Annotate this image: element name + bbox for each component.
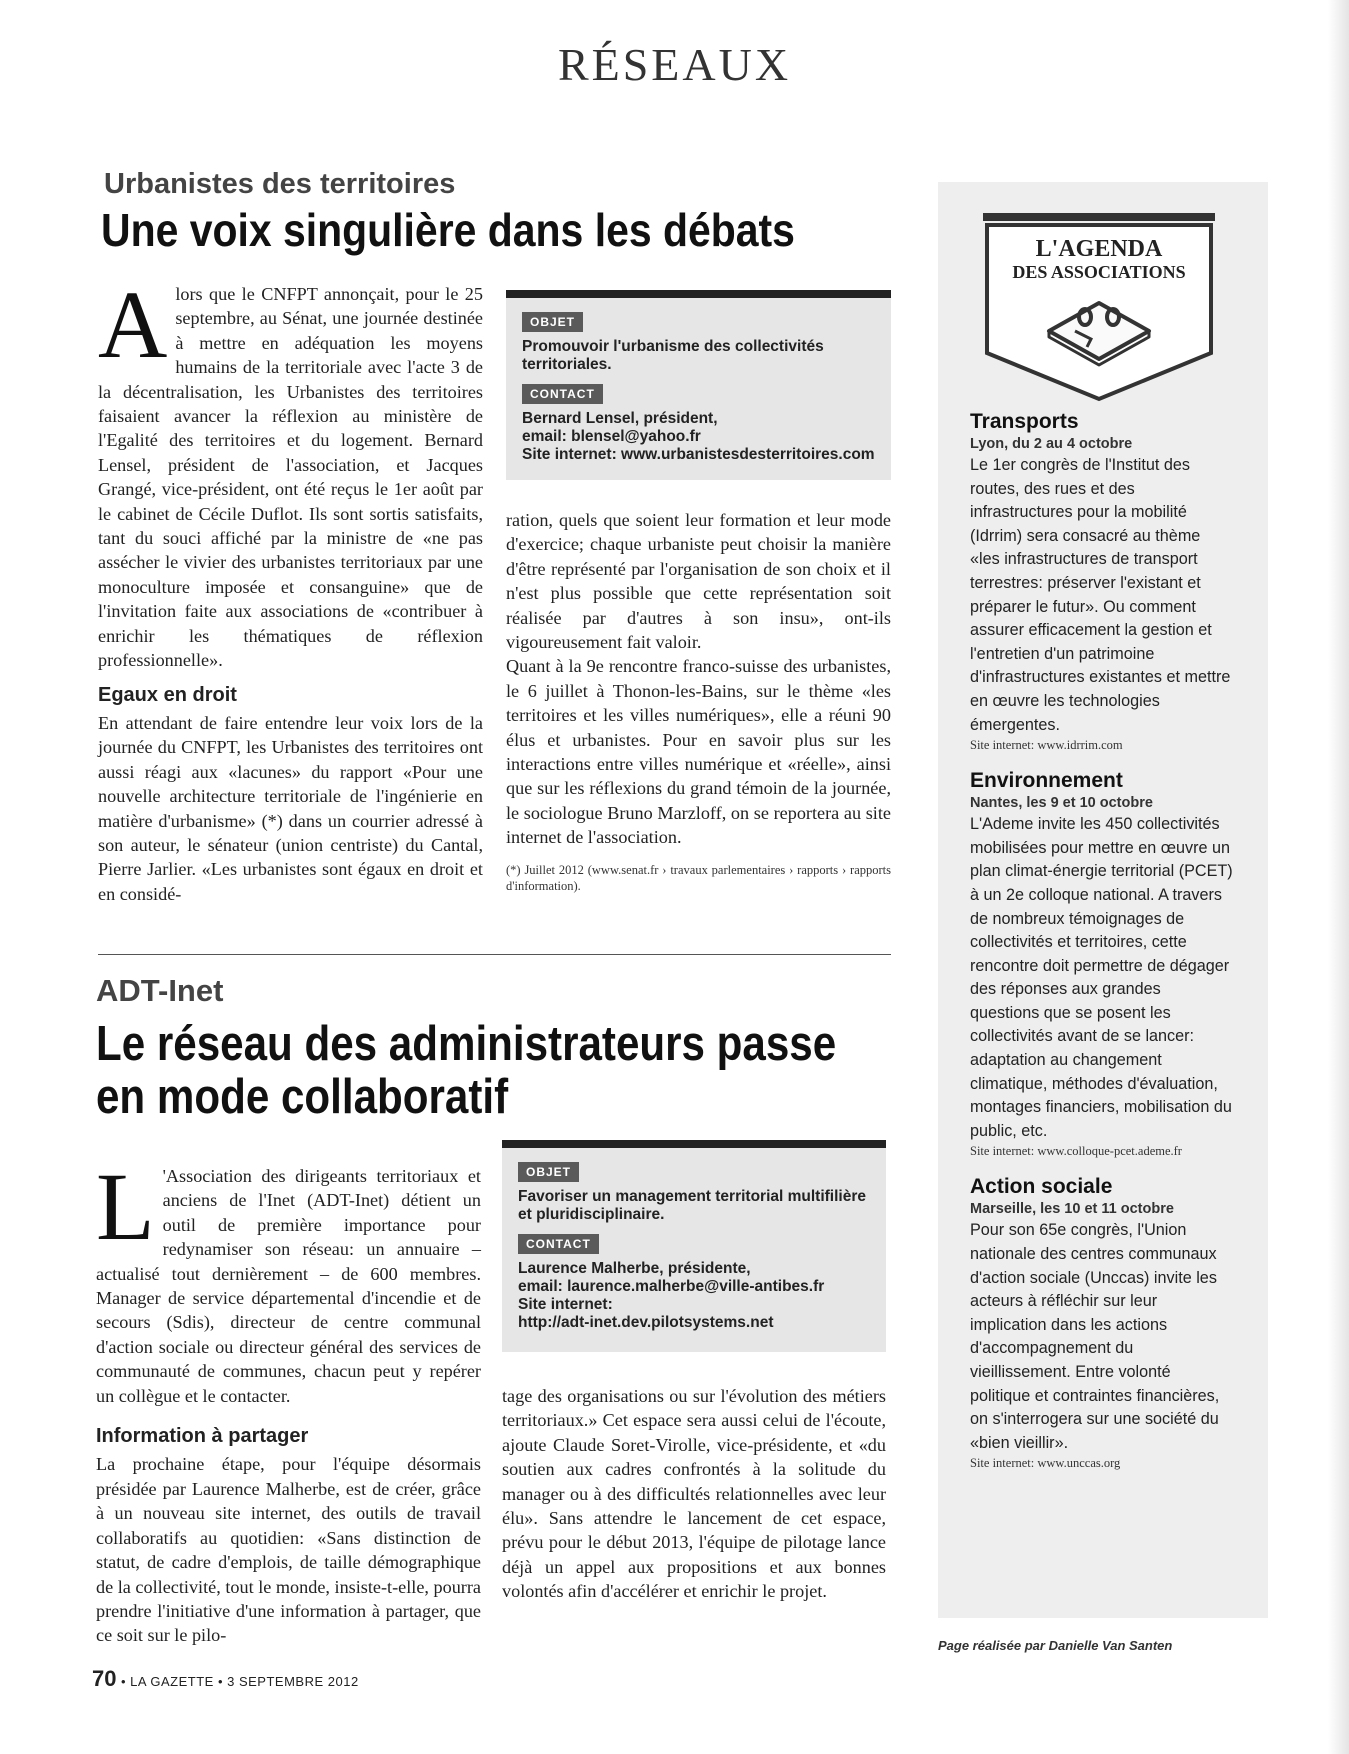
contact-email: email: blensel@yahoo.fr [522,428,701,445]
agenda-title-line1: L'AGENDA [1035,236,1163,262]
page-footer [92,1666,359,1692]
event-title: Transports [970,410,1079,433]
article1-column1 [98,271,483,906]
objet-text: Favoriser un management territorial multifilière et pluridisciplinaire. [518,1188,866,1223]
article2-dropcap: L [96,1153,155,1260]
calendar-icon [1039,293,1159,373]
article1-paragraph2: En attendant de faire entendre leur voix lors de la journée du CNFPT, les Urbanistes des territoires ont aussi réagi aux «lacunes» du rapport «Pour une nouvelle architecture territoriale de l'ingénierie en matière d'urbanisme» (*) dans un courrier adressé à son auteur, le sénateur (union centriste) du Cantal, Pierre Jarlier. «Les urbanistes sont égaux en droit et en considé- [98,712,483,904]
agenda-events [970,410,1234,1471]
event-title: Environnement [970,769,1123,793]
article1-kicker: Urbanistes des territoires [104,168,456,200]
contact-name: Laurence Malherbe, présidente, [518,1260,751,1277]
event-description: Le 1er congrès de l'Institut des routes, des rues et des infrastructures pour la mobilité (Idrrim) sera consacré au thème «les infrastructures de transport terrestres: préserver l'existant et préparer le futur». Ou comment assurer efficacement la gestion et l'entretien d'un patrimoine d'infrastructures existantes et mettre en œuvre les technologies émergentes. [970,456,1231,734]
event-website: Site internet: www.unccas.org [970,1456,1121,1471]
article1-dropcap: A [98,271,168,378]
article2-info-box [502,1140,886,1352]
agenda-event-transports [970,410,1234,753]
contact-email: email: laurence.malherbe@ville-antibes.fr [518,1278,825,1295]
objet-tag: OBJET [522,312,583,332]
article2-headline [96,1018,836,1124]
article1-subhead: Egaux en droit [98,683,237,706]
contact-name: Bernard Lensel, président, [522,410,718,427]
article1-col2-paragraph2: Quant à la 9e rencontre franco-suisse des urbanistes, le 6 juillet à Thonon-les-Bains, sur le thème «les territoires et les villes numériques», elle a réuni 90 élus et urbanistes. Pour en savoir plus sur les interactions entre villes numérique et «réelle», ainsi que sur les réflexions du grand témoin de la journée, le sociologue Bruno Marzloff, on se reportera au site internet de l'association. [506,656,891,848]
article1-col2-paragraph1: ration, quels que soient leur formation et leur mode d'exercice; chaque urbaniste peut choisir la manière d'être représenté par l'organisation de son choix et il n'est plus possible que cette représentation soit réalisée par d'autres à son insu», ont-ils vigoureusement fait valoir. [506,510,891,653]
article2-col2-paragraph: tage des organisations ou sur l'évolution des métiers territoriaux.» Cet espace sera aussi celui de l'écoute, ajoute Claude Soret-Virolle, vice-présidente, et «du soutien aux cadres confrontés à la solitude du manager ou à des difficultés relationnelles avec leur élu». Sans attendre le lancement de cet espace, prévu pour le début 2013, l'équipe de pilotage lance déjà un appel aux propositions et aux bonnes volontés afin d'accélérer et enrichir le projet. [502,1386,886,1602]
contact-tag: CONTACT [518,1234,599,1254]
article1-paragraph1: lors que le CNFPT annonçait, pour le 25 septembre, au Sénat, une journée destinée à mettre en adéquation les moyens humains de la territoriale avec l'acte 3 de la décentralisation, les Urbanistes des territoires faisaient avancer la réflexion au ministère de l'Egalité des territoires et du logement. Bernard Lensel, président de l'association, et Jacques Grangé, vice-président, ont été reçus le 1er août par le cabinet de Cécile Duflot. Ils sont sortis satisfaits, tant du souci affiché par la ministre de «ne pas assécher le vivier des urbanistes territoriaux par une monoculture imposée et consanguine» que de l'invitation faite aux associations de «contribuer à enrichir les thématiques de réflexion professionnelle». [98,284,483,671]
article2-kicker: ADT-Inet [96,973,224,1008]
event-title: Action sociale [970,1175,1113,1199]
article2-headline-line1: Le réseau des administrateurs passe [96,1017,837,1071]
agenda-badge [983,213,1215,403]
article2-subhead: Information à partager [96,1425,309,1448]
contact-tag: CONTACT [522,384,603,404]
page-number: 70 [92,1666,117,1691]
article1-headline: Une voix singulière dans les débats [101,204,795,256]
article2-paragraph2: La prochaine étape, pour l'équipe désormais présidée par Laurence Malherbe, est de créer, grâce à un nouveau site internet, des outils de travail collaboratifs au quotidien: «Sans distinction de statut, de cadre d'emplois, de taille démographique de la collectivité, tout le monde, insiste-t-elle, pourra prendre l'initiative d'une information à partager, que ce soit sur le pilo- [96,1454,481,1646]
contact-website-label: Site internet: [518,1296,613,1313]
event-date: Nantes, les 9 et 10 octobre [970,795,1153,812]
article1-info-box [506,290,891,480]
article2-paragraph1: 'Association des dirigeants territoriaux et anciens de l'Inet (ADT-Inet) détient un outil de première importance pour redynamiser son réseau: un annuaire – actualisé tout dernièrement – de 600 membres. Manager de service départemental d'incendie et de secours (Sdis), directeur de centre communal d'action sociale ou directeur général des services de communauté de communes, chacun peut y repérer un collègue et le contacter. [96,1166,481,1406]
event-date: Lyon, du 2 au 4 octobre [970,436,1133,452]
article2-column1 [96,1153,481,1648]
article2-column2 [502,1384,886,1604]
page-credit: Page réalisée par Danielle Van Santen [938,1638,1173,1653]
event-website: Site internet: www.idrrim.com [970,738,1123,753]
objet-tag: OBJET [518,1162,579,1182]
article2-headline-line2: en mode collaboratif [96,1069,509,1124]
event-description: L'Ademe invite les 450 collectivités mobilisées pour mettre en œuvre un plan climat-énergie territorial (PCET) à un 2e colloque national. A travers de nombreux témoignages de collectivités et territoires, cette rencontre doit permettre de dégager des réponses aux grandes questions que se posent les collectivités avant de se lancer: adaptation au changement climatique, méthodes d'évaluation, montages financiers, mobilisation du public, etc. [970,815,1233,1140]
article-divider [98,954,891,955]
event-description: Pour son 65e congrès, l'Union nationale des centres communaux d'action sociale (Unccas) invite les acteurs à réfléchir sur leur implication dans les actions d'accompagnement du vieillissement. Entre volonté politique et contraintes financières, on s'interrogera sur une société du «bien vieillir». [970,1221,1220,1452]
agenda-title-line2: DES ASSOCIATIONS [1012,262,1186,282]
section-title: RÉSEAUX [557,39,792,90]
article1-footnote: (*) Juillet 2012 (www.senat.fr › travaux parlementaires › rapports › rapports d'information). [506,862,891,893]
objet-text: Promouvoir l'urbanisme des collectivités territoriales. [522,338,824,373]
event-date: Marseille, les 10 et 11 octobre [970,1201,1174,1218]
agenda-event-action-sociale [970,1175,1234,1471]
contact-website: Site internet: www.urbanistesdesterritoires.com [522,446,875,463]
article1-column2 [506,508,891,894]
page-edge [1328,0,1349,1754]
contact-website: http://adt-inet.dev.pilotsystems.net [518,1314,774,1331]
agenda-event-environnement [970,769,1234,1159]
publication-line: • LA GAZETTE • 3 SEPTEMBRE 2012 [120,1674,359,1689]
event-website: Site internet: www.colloque-pcet.ademe.fr [970,1144,1182,1159]
